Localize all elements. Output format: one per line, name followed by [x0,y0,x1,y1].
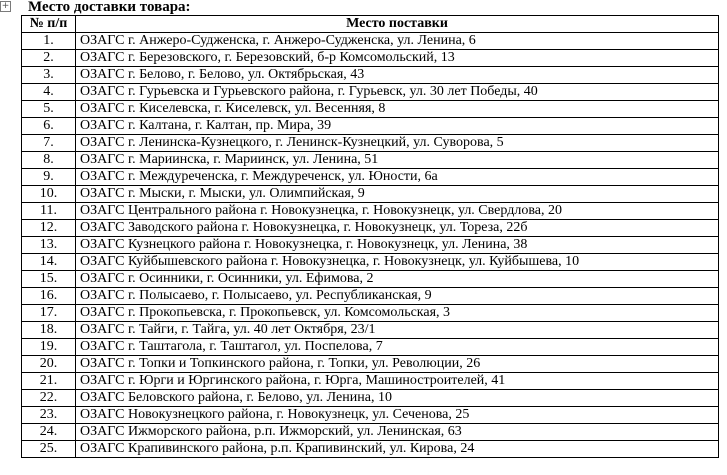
row-place: ОЗАГС г. Мыски, г. Мыски, ул. Олимпийская, 9 [76,186,719,203]
table-row [22,339,719,356]
row-place: ОЗАГС г. Ленинска-Кузнецкого, г. Ленинск-Кузнецкий, ул. Суворова, 5 [76,135,719,152]
table-header-row [22,16,719,33]
row-number: 12. [22,220,76,237]
row-number: 19. [22,339,76,356]
table-row [22,101,719,118]
row-number: 18. [22,322,76,339]
row-number: 3. [22,67,76,84]
row-number: 7. [22,135,76,152]
row-place: ОЗАГС г. Березовского, г. Березовский, б-р Комсомольский, 13 [76,50,719,67]
row-place: ОЗАГС г. Гурьевска и Гурьевского района, г. Гурьевск, ул. 30 лет Победы, 40 [76,84,719,101]
row-place: ОЗАГС Беловского района, г. Белово, ул. Ленина, 10 [76,390,719,407]
table-row [22,67,719,84]
row-place: ОЗАГС Куйбышевского района г. Новокузнецка, г. Новокузнецк, ул. Куйбышева, 10 [76,254,719,271]
table-row [22,169,719,186]
table-row [22,186,719,203]
row-place: ОЗАГС г. Таштагола, г. Таштагол, ул. Поспелова, 7 [76,339,719,356]
row-place: ОЗАГС г. Анжеро-Судженска, г. Анжеро-Судженска, ул. Ленина, 6 [76,33,719,50]
table-row [22,288,719,305]
table-body [22,33,719,458]
table-row [22,407,719,424]
row-place: ОЗАГС Кузнецкого района г. Новокузнецка, г. Новокузнецк, ул. Ленина, 38 [76,237,719,254]
row-number: 1. [22,33,76,50]
row-number: 6. [22,118,76,135]
table-move-handle-icon[interactable]: + [1,1,10,11]
row-number: 9. [22,169,76,186]
row-number: 17. [22,305,76,322]
table-row [22,271,719,288]
table-row [22,305,719,322]
table-row [22,237,719,254]
row-number: 23. [22,407,76,424]
row-place: ОЗАГС г. Мариинска, г. Мариинск, ул. Ленина, 51 [76,152,719,169]
row-place: ОЗАГС Центрального района г. Новокузнецка, г. Новокузнецк, ул. Свердлова, 20 [76,203,719,220]
header-number: № п/п [22,16,76,33]
table-row [22,203,719,220]
row-number: 15. [22,271,76,288]
header-place: Место поставки [76,16,719,33]
row-place: ОЗАГС г. Осинники, г. Осинники, ул. Ефимова, 2 [76,271,719,288]
row-number: 4. [22,84,76,101]
delivery-table [21,15,719,458]
row-place: ОЗАГС г. Топки и Топкинского района, г. Топки, ул. Революции, 26 [76,356,719,373]
row-number: 11. [22,203,76,220]
table-row [22,424,719,441]
row-place: ОЗАГС Ижморского района, р.п. Ижморский, ул. Ленинская, 63 [76,424,719,441]
row-number: 22. [22,390,76,407]
row-number: 8. [22,152,76,169]
table-row [22,152,719,169]
table-row [22,84,719,101]
row-number: 13. [22,237,76,254]
row-number: 25. [22,441,76,458]
row-number: 24. [22,424,76,441]
row-number: 14. [22,254,76,271]
table-row [22,33,719,50]
table-row [22,50,719,67]
row-number: 20. [22,356,76,373]
row-place: ОЗАГС г. Междуреченска, г. Междуреченск, ул. Юности, 6а [76,169,719,186]
table-row [22,373,719,390]
row-place: ОЗАГС Заводского района г. Новокузнецка, г. Новокузнецк, ул. Тореза, 22б [76,220,719,237]
section-title: Место доставки товара: [28,0,191,15]
row-place: ОЗАГС Новокузнецкого района, г. Новокузнецк, ул. Сеченова, 25 [76,407,719,424]
row-number: 16. [22,288,76,305]
table-row [22,118,719,135]
table-row [22,254,719,271]
table-row [22,390,719,407]
row-number: 2. [22,50,76,67]
table-row [22,220,719,237]
row-place: ОЗАГС г. Полысаево, г. Полысаево, ул. Республиканская, 9 [76,288,719,305]
table-row [22,356,719,373]
row-place: ОЗАГС Крапивинского района, р.п. Крапивинский, ул. Кирова, 24 [76,441,719,458]
row-place: ОЗАГС г. Юрги и Юргинского района, г. Юрга, Машиностроителей, 41 [76,373,719,390]
table-row [22,441,719,458]
row-place: ОЗАГС г. Калтана, г. Калтан, пр. Мира, 39 [76,118,719,135]
row-place: ОЗАГС г. Прокопьевска, г. Прокопьевск, ул. Комсомольская, 3 [76,305,719,322]
row-place: ОЗАГС г. Белово, г. Белово, ул. Октябрьская, 43 [76,67,719,84]
row-place: ОЗАГС г. Киселевска, г. Киселевск, ул. Весенняя, 8 [76,101,719,118]
row-number: 5. [22,101,76,118]
table-row [22,322,719,339]
table-row [22,135,719,152]
row-number: 21. [22,373,76,390]
row-number: 10. [22,186,76,203]
row-place: ОЗАГС г. Тайги, г. Тайга, ул. 40 лет Октября, 23/1 [76,322,719,339]
